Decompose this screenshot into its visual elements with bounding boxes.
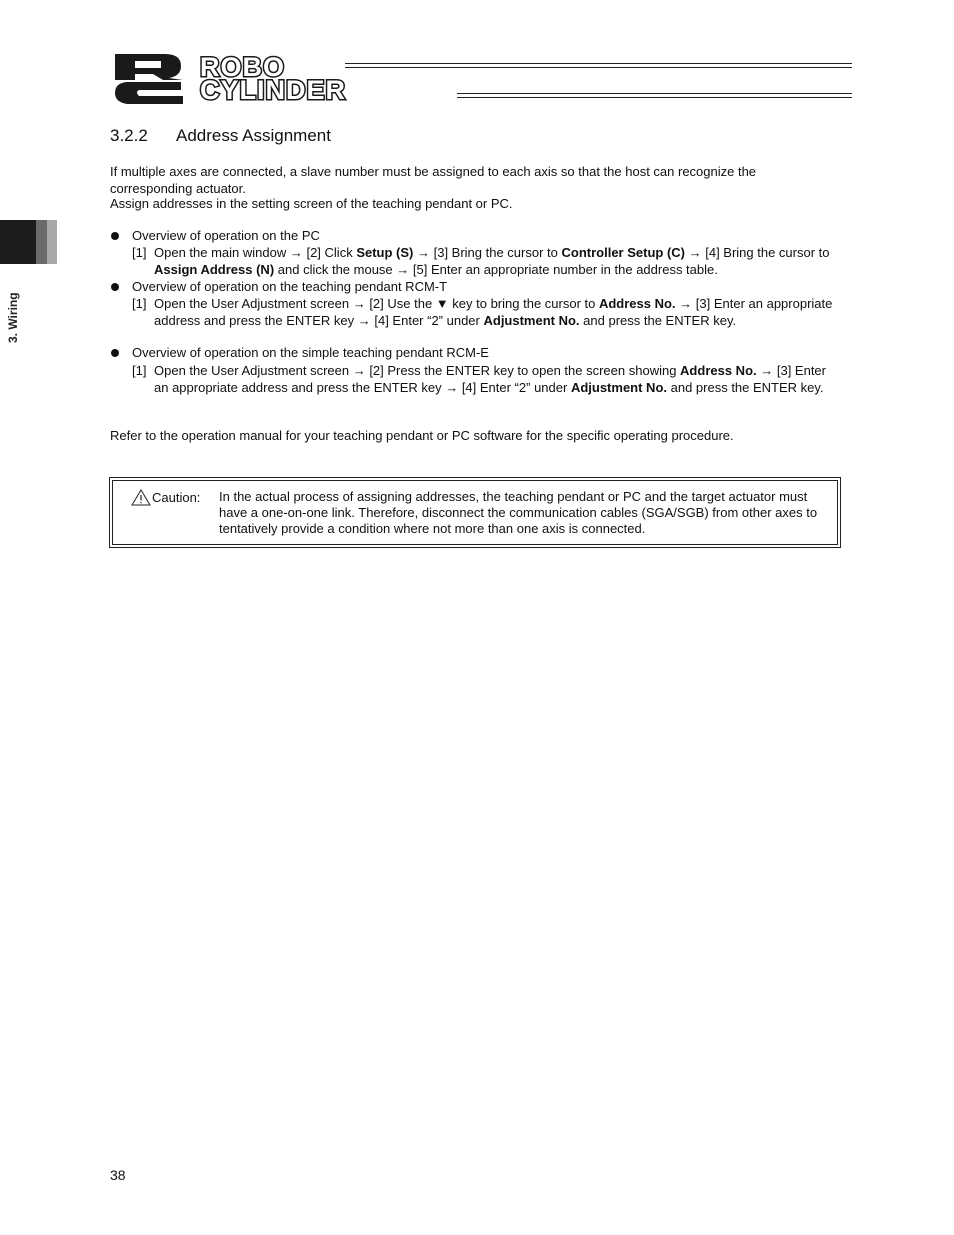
warning-triangle-icon	[131, 489, 151, 506]
header-rule-top-1	[345, 63, 852, 64]
intro-paragraph-1: If multiple axes are connected, a slave number must be assigned to each axis so that the host can recognize the corresponding actuator.	[110, 164, 757, 196]
chapter-side-label: 3. Wiring	[6, 292, 20, 343]
header-rule-bottom-1	[457, 93, 852, 94]
section-number: 3.2.2	[110, 126, 148, 145]
header-rule-bottom-2	[457, 97, 852, 98]
bullet-dot	[111, 349, 119, 357]
step-index: [1]	[132, 296, 147, 311]
bullet-pc-title: Overview of operation on the PC	[132, 228, 320, 243]
logo-cylinder-text: CYLINDER	[200, 75, 347, 105]
bullet-rcme-title: Overview of operation on the simple teaching pendant RCM-E	[132, 345, 489, 360]
section-title: Address Assignment	[176, 126, 331, 145]
logo-robo-text: ROBO	[200, 52, 285, 82]
caution-label-text: Caution:	[152, 490, 201, 505]
caution-text: In the actual process of assigning addresses, the teaching pendant or PC and the target actuator must have a one-on-one link. Therefore, disconnect the communication cables (SGA/SGB) from other axes to tentatively provide a condition where not more than one axis is connected.	[219, 489, 818, 536]
bullet-rcmt-title: Overview of operation on the teaching pendant RCM-T	[132, 279, 448, 294]
step-text: Open the User Adjustment screen → [2] Use the ▼ key to bring the cursor to Address No. → [3] Enter an appropriate address and press the ENTER key → [4] Enter “2” under Adjustment No. and press the ENTER key.	[154, 296, 833, 328]
step-text: Open the main window → [2] Click Setup (S) → [3] Bring the cursor to Controller Setup (C) → [4] Bring the cursor to Assign Address (N) and click the mouse → [5] Enter an appropriate number in the address table.	[154, 245, 830, 277]
header-rule-top-2	[345, 67, 852, 68]
caution-label	[131, 489, 200, 506]
bullet-dot	[111, 283, 119, 291]
step-text: Open the User Adjustment screen → [2] Press the ENTER key to open the screen showing Address No. → [3] Enter an appropriate address and press the ENTER key → [4] Enter “2” under Adjustment No. and press the ENTER key.	[154, 363, 826, 395]
chapter-tab-dark	[0, 220, 36, 264]
step-index: [1]	[132, 245, 147, 260]
step-index: [1]	[132, 363, 147, 378]
section-heading	[110, 126, 331, 146]
intro-paragraph-2: Assign addresses in the setting screen of the teaching pendant or PC.	[110, 196, 513, 211]
refer-paragraph: Refer to the operation manual for your teaching pendant or PC software for the specific operating procedure.	[110, 428, 734, 443]
chapter-tab-light	[47, 220, 57, 264]
chapter-tab-mid	[36, 220, 47, 264]
bullet-dot	[111, 232, 119, 240]
rc-logo-mark	[113, 52, 189, 106]
page-number: 38	[110, 1167, 126, 1183]
